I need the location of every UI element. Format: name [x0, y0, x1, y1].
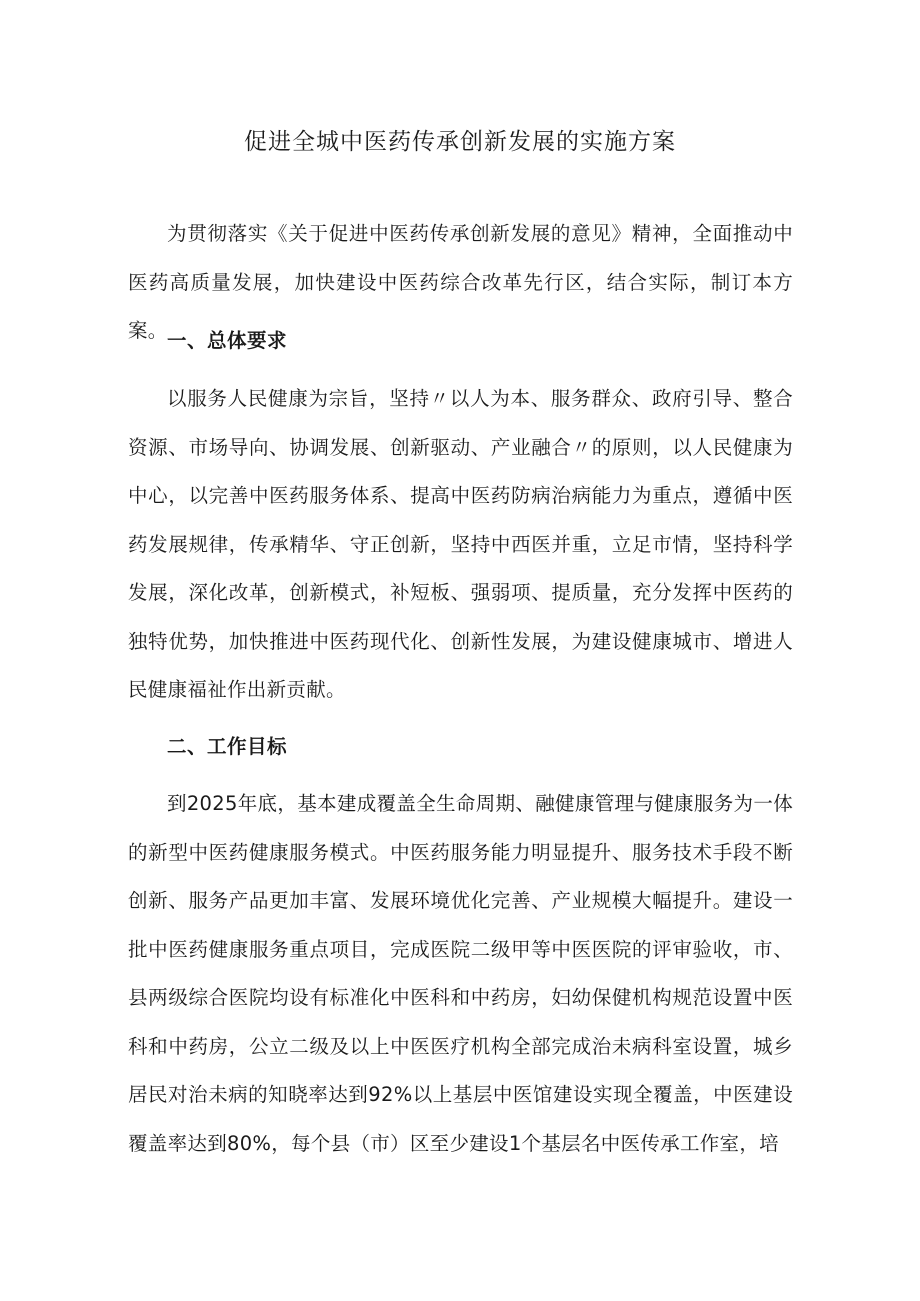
section-heading-general-requirements: 一、总体要求	[167, 329, 288, 352]
section-heading-work-goals: 二、工作目标	[167, 735, 288, 758]
section-paragraph-work-goals: 到2025年底，基本建成覆盖全生命周期、融健康管理与健康服务为一体的新型中医药健康服务模式。中医药服务能力明显提升、服务技术手段不断创新、服务产品更加丰富、发展环境优化完善、产业规模大幅提升。建设一批中医药健康服务重点项目，完成医院二级甲等中医医院的评审验收，市、县两级综合医院均设有标准化中医科和中药房，妇幼保健机构规范设置中医科和中药房，公立二级及以上中医医疗机构全部完成治未病科室设置，城乡居民对治未病的知晓率达到92%以上基层中医馆建设实现全覆盖，中医建设覆盖率达到80%，每个县（市）区至少建设1个基层名中医传承工作室，培	[128, 792, 793, 1155]
document-title: 促进全城中医药传承创新发展的实施方案	[244, 129, 676, 155]
intro-paragraph: 为贯彻落实《关于促进中医药传承创新发展的意见》精神，全面推动中医药高质量发展，加快建设中医药综合改革先行区，结合实际，制订本方案。	[128, 222, 793, 342]
section-paragraph-general-requirements: 以服务人民健康为宗旨，坚持〃以人为本、服务群众、政府引导、整合资源、市场导向、协调发展、创新驱动、产业融合〃的原则，以人民健康为中心，以完善中医药服务体系、提高中医药防病治病能力为重点，遵循中医药发展规律，传承精华、守正创新，坚持中西医并重，立足市情，坚持科学发展，深化改革，创新模式，补短板、强弱项、提质量，充分发挥中医药的独特优势，加快推进中医药现代化、创新性发展，为建设健康城市、增进人民健康福祉作出新贡献。	[128, 387, 793, 701]
